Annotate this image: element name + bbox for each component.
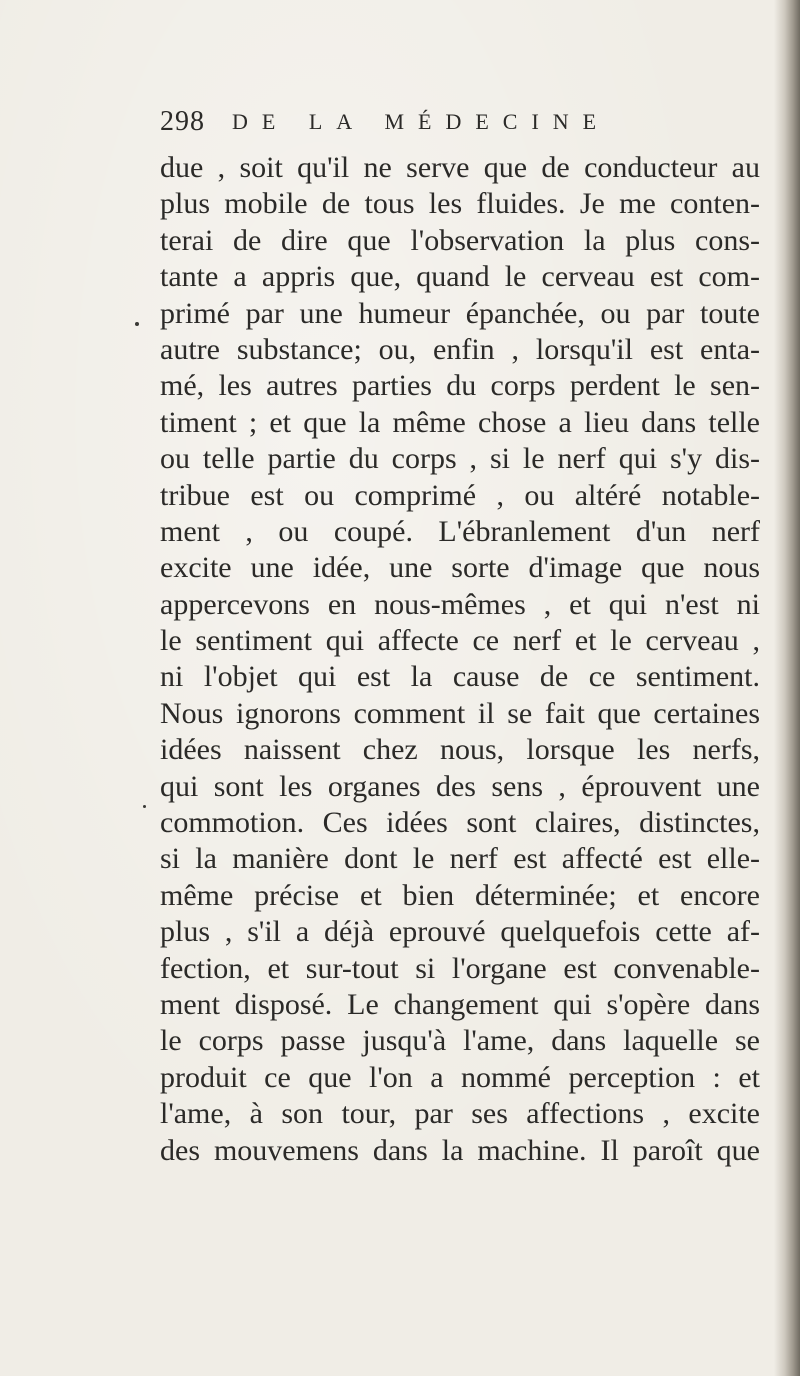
text-line: tribue est ou comprimé , ou altéré notable- [160, 478, 760, 512]
text-line: produit ce que l'on a nommé perception : et [160, 1060, 760, 1094]
ink-speck [135, 322, 139, 326]
text-line: terai de dire que l'observation la plus cons- [160, 223, 760, 257]
running-head: DE LA MÉDECINE [232, 109, 611, 134]
text-line: ni l'objet qui est la cause de ce sentiment. [160, 660, 760, 694]
body-text [160, 150, 760, 1169]
text-line: appercevons en nous-mêmes , et qui n'est ni [160, 587, 760, 621]
text-line: si la manière dont le nerf est affecté est elle- [160, 842, 760, 876]
ink-speck [143, 805, 146, 808]
text-line: ment disposé. Le changement qui s'opère dans [160, 987, 760, 1021]
text-line: autre substance; ou, enfin , lorsqu'il est enta- [160, 332, 760, 366]
text-line: timent ; et que la même chose a lieu dans telle [160, 405, 760, 439]
text-line: l'ame, à son tour, par ses affections , excite [160, 1097, 760, 1131]
text-line: qui sont les organes des sens , éprouvent une [160, 769, 760, 803]
text-line: ou telle partie du corps , si le nerf qui s'y dis- [160, 442, 760, 476]
text-line: tante a appris que, quand le cerveau est com- [160, 260, 760, 294]
text-line: plus , s'il a déjà eprouvé quelquefois cette af- [160, 915, 760, 949]
text-line: Nous ignorons comment il se fait que certaines [160, 696, 760, 730]
text-line: fection, et sur-tout si l'organe est convenable- [160, 951, 760, 985]
text-line: plus mobile de tous les fluides. Je me conten- [160, 187, 760, 221]
page-header [160, 102, 800, 142]
text-line: le corps passe jusqu'à l'ame, dans laquelle se [160, 1024, 760, 1058]
text-line: due , soit qu'il ne serve que de conducteur au [160, 151, 760, 184]
page-number: 298 [160, 106, 205, 137]
text-line: idées naissent chez nous, lorsque les nerfs, [160, 733, 760, 767]
text-line: mé, les autres parties du corps perdent le sen- [160, 369, 760, 403]
text-line: primé par une humeur épanchée, ou par toute [160, 296, 760, 330]
text-line: le sentiment qui affecte ce nerf et le cerveau , [160, 624, 760, 658]
text-line: excite une idée, une sorte d'image que nous [160, 551, 760, 585]
text-line: ment , ou coupé. L'ébranlement d'un nerf [160, 514, 760, 548]
text-line: des mouvemens dans la machine. Il paroît que [160, 1133, 760, 1167]
text-line: même précise et bien déterminée; et encore [160, 878, 760, 912]
page-edge-shadow [774, 0, 800, 1376]
text-line: commotion. Ces idées sont claires, distinctes, [160, 806, 760, 840]
